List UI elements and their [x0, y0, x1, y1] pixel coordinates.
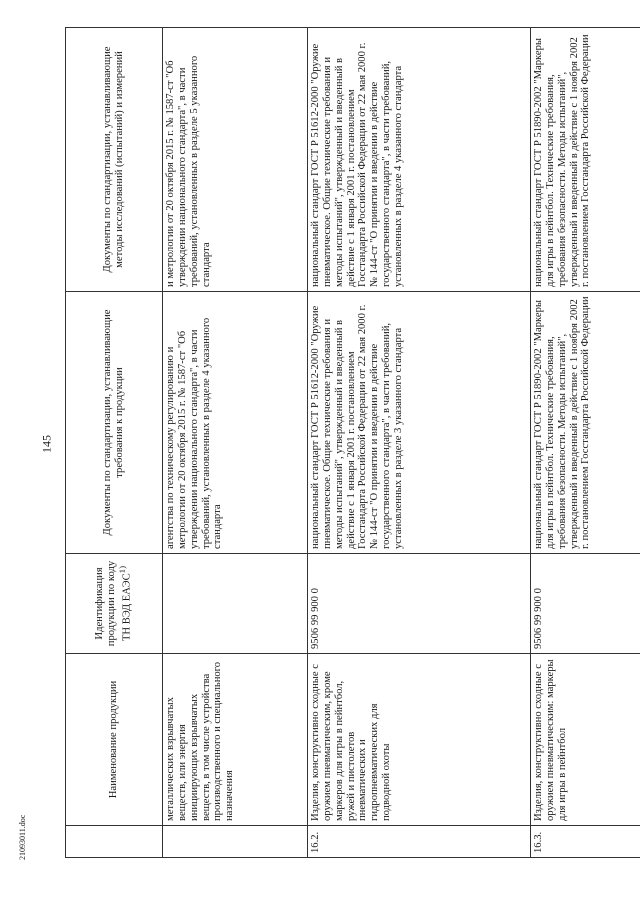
requirements-cell: национальный стандарт ГОСТ Р 51890-2002 "Маркеры для игры в пейнтбол. Технические требования, требования безопасности. Методы испытаний", утвержденный и введенный в действие с 1 ноября 2002 г. постановлением Госстандарта Российской Федерации — [531, 292, 640, 554]
header-product-name: Наименование продукции — [66, 654, 163, 826]
rotated-table-container — [65, 28, 625, 858]
tnved-code-cell: 9506 99 900 0 — [531, 554, 640, 654]
methods-cell: и метрологии от 20 октября 2015 г. № 1587-ст "Об утверждении национального стандарта", в части требований, установленных в разделе 5 указанного стандарта — [163, 28, 308, 292]
tnved-code-cell — [163, 554, 308, 654]
standards-table — [65, 27, 640, 858]
table-row — [308, 28, 531, 858]
requirements-cell: агентства по техническому регулированию и метрологии от 20 октября 2015 г. № 1587-ст "Об утверждении национального стандарта", в части требований, установленных в разделе 4 указанного стандарта — [163, 292, 308, 554]
page-number: 145 — [39, 435, 54, 453]
header-footnote-mark: 1) — [117, 565, 128, 574]
table-row — [163, 28, 308, 858]
table-row — [531, 28, 640, 858]
row-number — [163, 826, 308, 858]
header-methods-docs: Документы по стандартизации, устанавливающие методы исследований (испытаний) и измерений — [66, 28, 163, 292]
requirements-cell: национальный стандарт ГОСТ Р 51612-2000 "Оружие пневматическое. Общие технические требования и методы испытаний", утвержденный и введенный в действие с 1 января 2001 г. постановлением Госстандарта Российской Федерации от 22 мая 2000 г. № 144-ст "О принятии и введении в действие государственного стандарта", в части требований, установленных в разделе 3 указанного стандарта — [308, 292, 531, 554]
header-tnved-code-text: Идентификация продукции по коду ТН ВЭД ЕАЭС — [94, 560, 133, 647]
tnved-code-cell: 9506 99 900 0 — [308, 554, 531, 654]
header-tnved-code — [66, 554, 163, 654]
footer-file-code: 21093011.doc — [18, 814, 27, 860]
product-name-cell: Изделия, конструктивно сходные с оружием пневматическим, кроме маркеров для игры в пейнтбол, ружей и пистолетов пневматических и гидропневматических для подводной охоты — [308, 654, 531, 826]
table-header-row — [66, 28, 163, 858]
row-number: 16.2. — [308, 826, 531, 858]
header-number — [66, 826, 163, 858]
row-number: 16.3. — [531, 826, 640, 858]
product-name-cell: Изделия, конструктивно сходные с оружием пневматическим: маркеры для игры в пейнтбол — [531, 654, 640, 826]
methods-cell: национальный стандарт ГОСТ Р 51890-2002 "Маркеры для игры в пейнтбол. Технические требования, требования безопасности. Методы испытаний", утвержденный и введенный в действие с 1 ноября 2002 г. постановлением Госстандарта Российской Федерации — [531, 28, 640, 292]
header-requirements-docs: Документы по стандартизации, устанавливающие требования к продукции — [66, 292, 163, 554]
methods-cell: национальный стандарт ГОСТ Р 51612-2000 "Оружие пневматическое. Общие технические требования и методы испытаний", утвержденный и введенный в действие с 1 января 2001 г. постановлением Госстандарта Российской Федерации от 22 мая 2000 г. № 144-ст "О принятии и введении в действие государственного стандарта", в части требований, установленных в разделе 4 указанного стандарта — [308, 28, 531, 292]
product-name-cell: металлических взрывчатых веществ, или энергия инициирующих взрывчатых веществ, в том числе устройства производственного и специального назначения — [163, 654, 308, 826]
